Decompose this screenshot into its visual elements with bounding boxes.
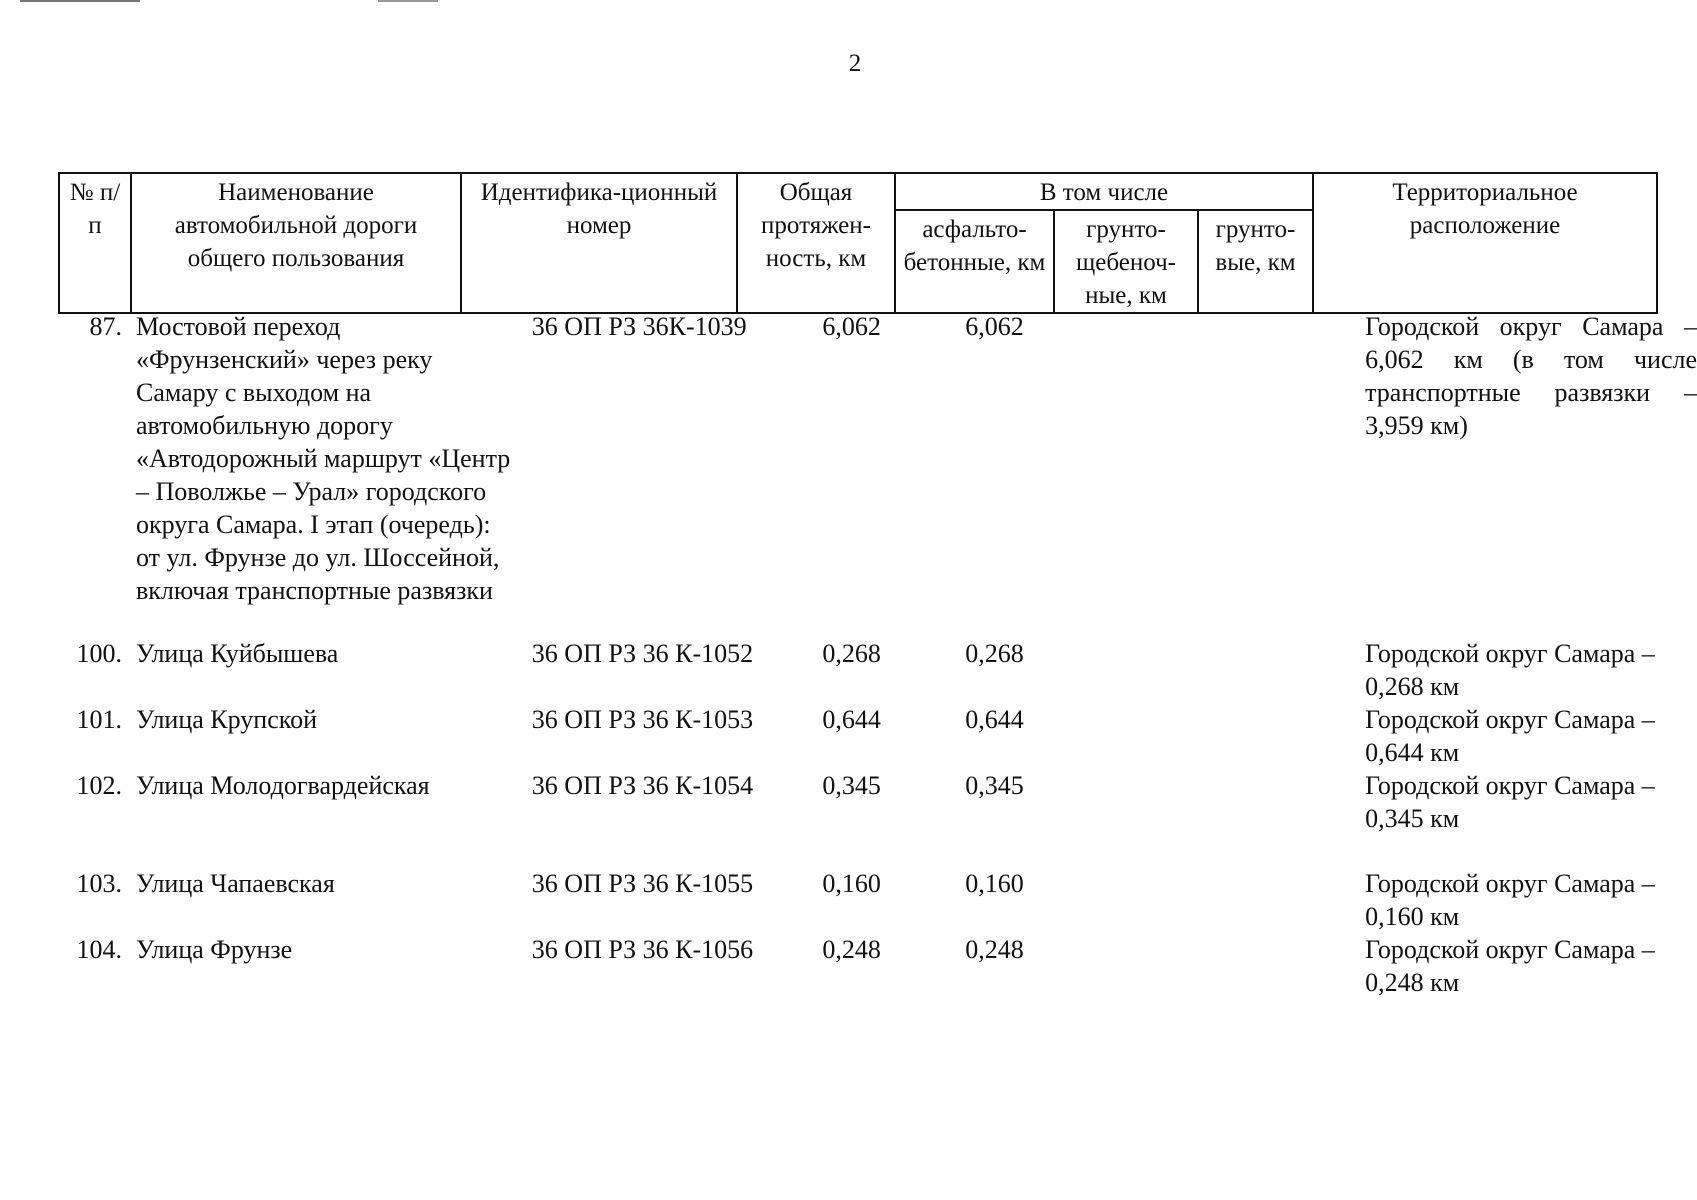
- row-num: 100.: [76, 639, 122, 668]
- header-id: Идентифика-ционный номер: [461, 173, 737, 313]
- table-row: [58, 769, 1697, 867]
- row-id: 36 ОП РЗ 36 К-1054: [531, 771, 754, 800]
- row-asphalt: 0,268: [965, 639, 1024, 668]
- row-length: 6,062: [822, 312, 881, 341]
- row-length: 0,268: [822, 639, 881, 668]
- row-gravel: [1087, 933, 1227, 999]
- row-gravel: [1087, 637, 1227, 703]
- row-num: 87.: [89, 312, 122, 341]
- row-territory: Городской округ Самара – 6,062 км (в том числе транспортные развязки – 3,959 км): [1365, 312, 1697, 440]
- row-name: Улица Молодогвардейская: [135, 771, 430, 800]
- table-header: [58, 172, 1658, 314]
- row-asphalt: 0,644: [965, 705, 1024, 734]
- row-id: 36 ОП РЗ 36 К-1052: [531, 639, 754, 668]
- header-name: Наименование автомобильной дороги общего пользования: [131, 173, 461, 313]
- row-gravel: [1087, 310, 1227, 637]
- row-num: 102.: [76, 771, 122, 800]
- row-territory: Городской округ Самара – 0,345 км: [1365, 771, 1655, 833]
- page-number: 2: [848, 50, 862, 77]
- row-asphalt: 0,160: [965, 869, 1024, 898]
- row-id: 36 ОП РЗ 36 К-1056: [531, 935, 754, 964]
- header-num: № п/п: [59, 173, 131, 313]
- row-territory: Городской округ Самара – 0,248 км: [1365, 935, 1655, 997]
- row-name: Улица Фрунзе: [135, 935, 293, 964]
- row-dirt: [1227, 637, 1357, 703]
- row-id: 36 ОП РЗ 36К-1039: [531, 312, 747, 341]
- row-name: Улица Крупской: [135, 705, 317, 734]
- table-row: [58, 703, 1697, 769]
- row-asphalt: 0,345: [965, 771, 1024, 800]
- row-dirt: [1227, 703, 1357, 769]
- table-row: [58, 637, 1697, 703]
- scan-artifact-line: [378, 0, 438, 2]
- row-num: 103.: [76, 869, 122, 898]
- row-id: 36 ОП РЗ 36 К-1053: [531, 705, 754, 734]
- row-gravel: [1087, 867, 1227, 933]
- row-num: 101.: [76, 705, 122, 734]
- header-asphalt: асфальто-бетонные, км: [895, 210, 1054, 313]
- row-name: Улица Чапаевская: [135, 869, 335, 898]
- row-asphalt: 6,062: [965, 312, 1024, 341]
- row-length: 0,345: [822, 771, 881, 800]
- header-including: В том числе: [895, 173, 1313, 210]
- row-dirt: [1227, 310, 1357, 637]
- row-territory: Городской округ Самара – 0,644 км: [1365, 705, 1655, 767]
- row-length: 0,160: [822, 869, 881, 898]
- row-territory: Городской округ Самара – 0,160 км: [1365, 869, 1655, 931]
- table-row: [58, 310, 1697, 637]
- row-asphalt: 0,248: [965, 935, 1024, 964]
- row-gravel: [1087, 769, 1227, 867]
- row-num: 104.: [76, 935, 122, 964]
- row-dirt: [1227, 769, 1357, 867]
- row-territory: Городской округ Самара – 0,268 км: [1365, 639, 1655, 701]
- row-dirt: [1227, 867, 1357, 933]
- header-dirt: грунто-вые, км: [1198, 210, 1313, 313]
- scan-artifact-line: [20, 0, 140, 2]
- row-length: 0,248: [822, 935, 881, 964]
- header-territory: Территориальное расположение: [1313, 173, 1657, 313]
- row-id: 36 ОП РЗ 36 К-1055: [531, 869, 754, 898]
- row-name: Улица Куйбышева: [135, 639, 339, 668]
- header-gravel: грунто-щебеноч-ные, км: [1054, 210, 1198, 313]
- header-length: Общая протяжен-ность, км: [737, 173, 895, 313]
- row-dirt: [1227, 933, 1357, 999]
- roads-table: [58, 310, 1697, 999]
- row-name: Мостовой переход «Фрунзенский» через реку Самару с выходом на автомобильную дорогу «Автодорожный маршрут «Центр – Поволжье – Урал» городского округа Самара. I этап (очередь): от ул. Фрунзе до ул. Шоссейной, включая транспортные развязки: [135, 312, 511, 605]
- table-row: [58, 933, 1697, 999]
- table-row: [58, 867, 1697, 933]
- row-gravel: [1087, 703, 1227, 769]
- row-length: 0,644: [822, 705, 881, 734]
